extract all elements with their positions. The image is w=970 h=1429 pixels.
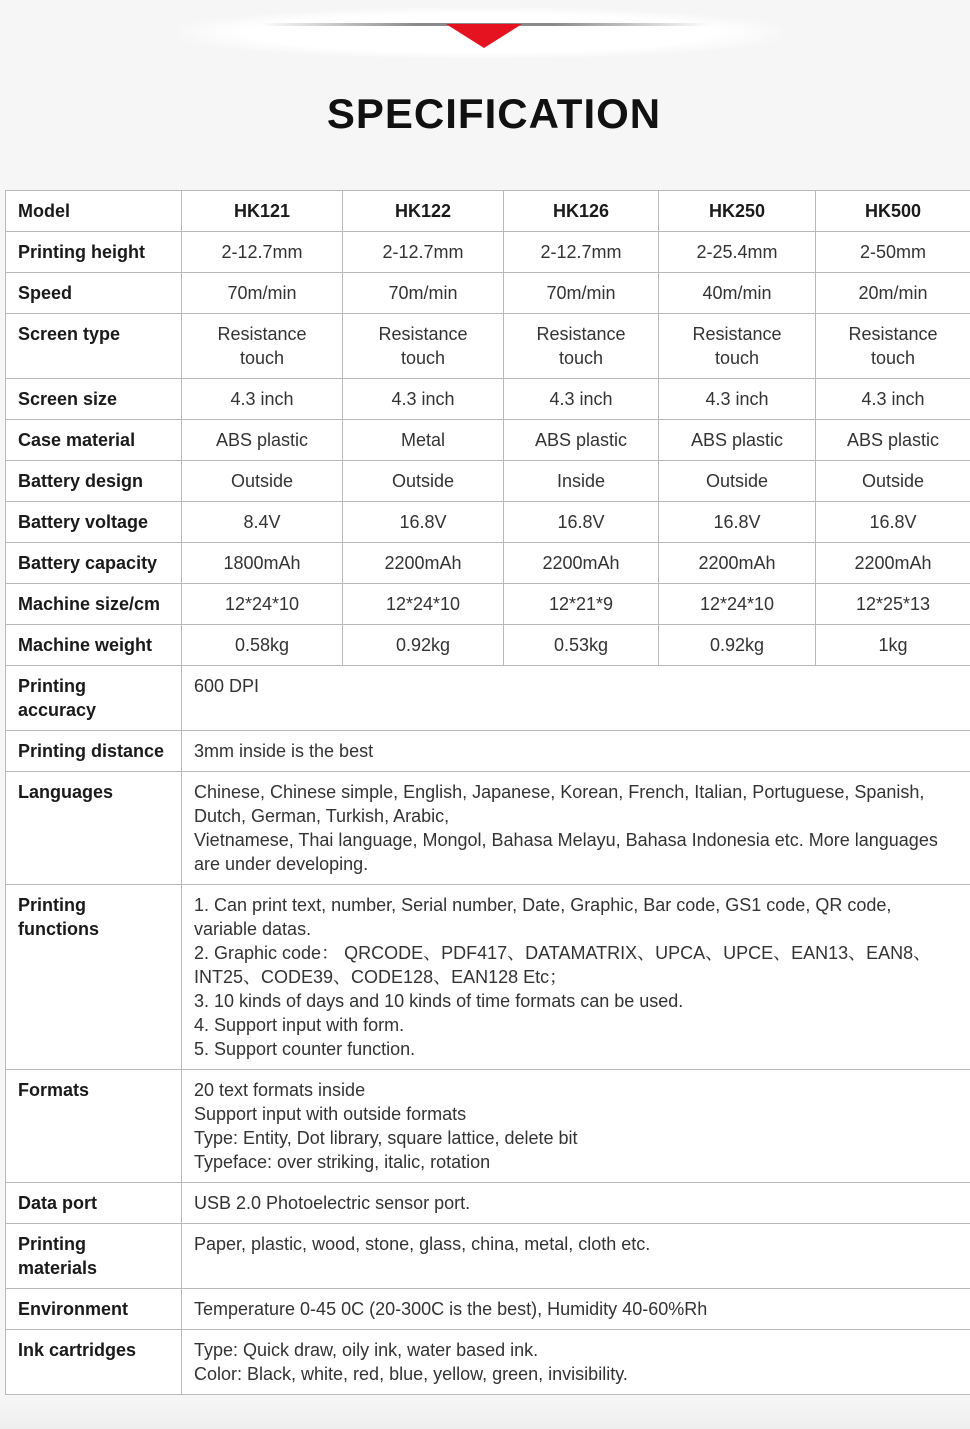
row-description <box>182 885 970 1070</box>
row-description <box>182 772 970 885</box>
row-value: 4.3 inch <box>343 379 504 420</box>
row-value: 12*25*13 <box>816 584 970 625</box>
table-row <box>6 420 970 461</box>
row-value: Resistance touch <box>504 314 659 379</box>
row-value: 20m/min <box>816 273 970 314</box>
table-row <box>6 461 970 502</box>
row-value: Outside <box>659 461 816 502</box>
row-label: Printing height <box>6 232 182 273</box>
description-line: Vietnamese, Thai language, Mongol, Bahasa Melayu, Bahasa Indonesia etc. More languages are under developing. <box>194 830 938 874</box>
row-value: 2200mAh <box>816 543 970 584</box>
row-value: 1kg <box>816 625 970 666</box>
row-value: 0.92kg <box>343 625 504 666</box>
table-row <box>6 772 970 885</box>
down-arrow-icon <box>446 24 522 48</box>
row-value: 4.3 inch <box>816 379 970 420</box>
table-row <box>6 1289 970 1330</box>
table-row <box>6 625 970 666</box>
model-name: HK126 <box>504 191 659 232</box>
row-value: Resistance touch <box>659 314 816 379</box>
row-value: ABS plastic <box>816 420 970 461</box>
row-value: Outside <box>182 461 343 502</box>
model-name: HK250 <box>659 191 816 232</box>
row-description <box>182 1289 970 1330</box>
specification-table <box>5 190 970 1395</box>
row-value: 0.58kg <box>182 625 343 666</box>
row-label: Printing materials <box>6 1224 182 1289</box>
row-description <box>182 1330 970 1395</box>
row-value: Resistance touch <box>182 314 343 379</box>
description-line: Paper, plastic, wood, stone, glass, china, metal, cloth etc. <box>194 1234 651 1254</box>
row-label: Ink cartridges <box>6 1330 182 1395</box>
table-row <box>6 731 970 772</box>
table-row <box>6 502 970 543</box>
row-label: Machine size/cm <box>6 584 182 625</box>
row-value: 2-25.4mm <box>659 232 816 273</box>
row-value: 2200mAh <box>659 543 816 584</box>
description-line: Type: Quick draw, oily ink, water based ink. <box>194 1340 539 1360</box>
row-value: 8.4V <box>182 502 343 543</box>
row-value: 16.8V <box>343 502 504 543</box>
description-line: 2. Graphic code： QRCODE、PDF417、DATAMATRIX、UPCA、UPCE、EAN13、EAN8、INT25、CODE39、CODE128、EAN128 Etc； <box>194 943 932 987</box>
row-label: Battery design <box>6 461 182 502</box>
table-row <box>6 1183 970 1224</box>
row-value: 4.3 inch <box>182 379 343 420</box>
row-label: Formats <box>6 1070 182 1183</box>
row-value: Resistance touch <box>816 314 970 379</box>
row-label: Speed <box>6 273 182 314</box>
description-line: 1. Can print text, number, Serial number, Date, Graphic, Bar code, GS1 code, QR code, variable datas. <box>194 895 892 939</box>
table-row <box>6 1330 970 1395</box>
row-label: Languages <box>6 772 182 885</box>
row-value: 2-12.7mm <box>182 232 343 273</box>
row-label: Battery capacity <box>6 543 182 584</box>
description-line: Support input with outside formats <box>194 1104 467 1124</box>
row-value: 12*24*10 <box>659 584 816 625</box>
row-description <box>182 1183 970 1224</box>
description-line: Temperature 0-45 0C (20-300C is the best), Humidity 40-60%Rh <box>194 1299 708 1319</box>
table-row <box>6 273 970 314</box>
table-row <box>6 584 970 625</box>
row-label: Screen type <box>6 314 182 379</box>
model-label: Model <box>6 191 182 232</box>
row-label: Screen size <box>6 379 182 420</box>
table-row <box>6 232 970 273</box>
row-value: 2-12.7mm <box>343 232 504 273</box>
row-description <box>182 1070 970 1183</box>
row-value: 40m/min <box>659 273 816 314</box>
description-line: USB 2.0 Photoelectric sensor port. <box>194 1193 471 1213</box>
row-label: Case material <box>6 420 182 461</box>
row-value: 2-50mm <box>816 232 970 273</box>
row-value: 16.8V <box>504 502 659 543</box>
description-line: 20 text formats inside <box>194 1080 366 1100</box>
row-value: Outside <box>343 461 504 502</box>
model-name: HK121 <box>182 191 343 232</box>
row-value: Inside <box>504 461 659 502</box>
table-row <box>6 543 970 584</box>
row-value: 0.53kg <box>504 625 659 666</box>
description-line: 600 DPI <box>194 676 260 696</box>
description-line: 4. Support input with form. <box>194 1015 405 1035</box>
table-row <box>6 666 970 731</box>
row-value: 0.92kg <box>659 625 816 666</box>
row-value: Metal <box>343 420 504 461</box>
description-line: Color: Black, white, red, blue, yellow, green, invisibility. <box>194 1364 628 1384</box>
row-description <box>182 731 970 772</box>
row-value: 1800mAh <box>182 543 343 584</box>
row-value: Resistance touch <box>343 314 504 379</box>
row-value: 16.8V <box>816 502 970 543</box>
table-row <box>6 1224 970 1289</box>
row-value: ABS plastic <box>182 420 343 461</box>
row-value: 12*24*10 <box>182 584 343 625</box>
page-title: SPECIFICATION <box>326 90 662 137</box>
row-label: Environment <box>6 1289 182 1330</box>
row-value: 12*24*10 <box>343 584 504 625</box>
row-value: Outside <box>816 461 970 502</box>
row-value: 4.3 inch <box>659 379 816 420</box>
row-value: ABS plastic <box>659 420 816 461</box>
row-value: 70m/min <box>182 273 343 314</box>
row-description <box>182 1224 970 1289</box>
row-value: 70m/min <box>504 273 659 314</box>
footer-band <box>0 1398 970 1429</box>
model-name: HK500 <box>816 191 970 232</box>
row-value: 70m/min <box>343 273 504 314</box>
row-value: ABS plastic <box>504 420 659 461</box>
description-line: Type: Entity, Dot library, square lattice, delete bit <box>194 1128 578 1148</box>
row-label: Machine weight <box>6 625 182 666</box>
row-value: 16.8V <box>659 502 816 543</box>
row-value: 2200mAh <box>343 543 504 584</box>
row-label: Printing accuracy <box>6 666 182 731</box>
description-line: Chinese, Chinese simple, English, Japanese, Korean, French, Italian, Portuguese, Spanish, Dutch, German, Turkish, Arabic, <box>194 782 925 826</box>
row-label: Battery voltage <box>6 502 182 543</box>
row-value: 4.3 inch <box>504 379 659 420</box>
description-line: 5. Support counter function. <box>194 1039 416 1059</box>
table-header-row <box>6 191 970 232</box>
row-value: 12*21*9 <box>504 584 659 625</box>
row-value: 2200mAh <box>504 543 659 584</box>
table-row <box>6 885 970 1070</box>
description-line: Typeface: over striking, italic, rotation <box>194 1152 491 1172</box>
description-line: 3mm inside is the best <box>194 741 374 761</box>
row-value: 2-12.7mm <box>504 232 659 273</box>
table-row <box>6 1070 970 1183</box>
model-name: HK122 <box>343 191 504 232</box>
table-row <box>6 314 970 379</box>
table-row <box>6 379 970 420</box>
row-label: Printing functions <box>6 885 182 1070</box>
row-description <box>182 666 970 731</box>
row-label: Printing distance <box>6 731 182 772</box>
row-label: Data port <box>6 1183 182 1224</box>
description-line: 3. 10 kinds of days and 10 kinds of time formats can be used. <box>194 991 684 1011</box>
